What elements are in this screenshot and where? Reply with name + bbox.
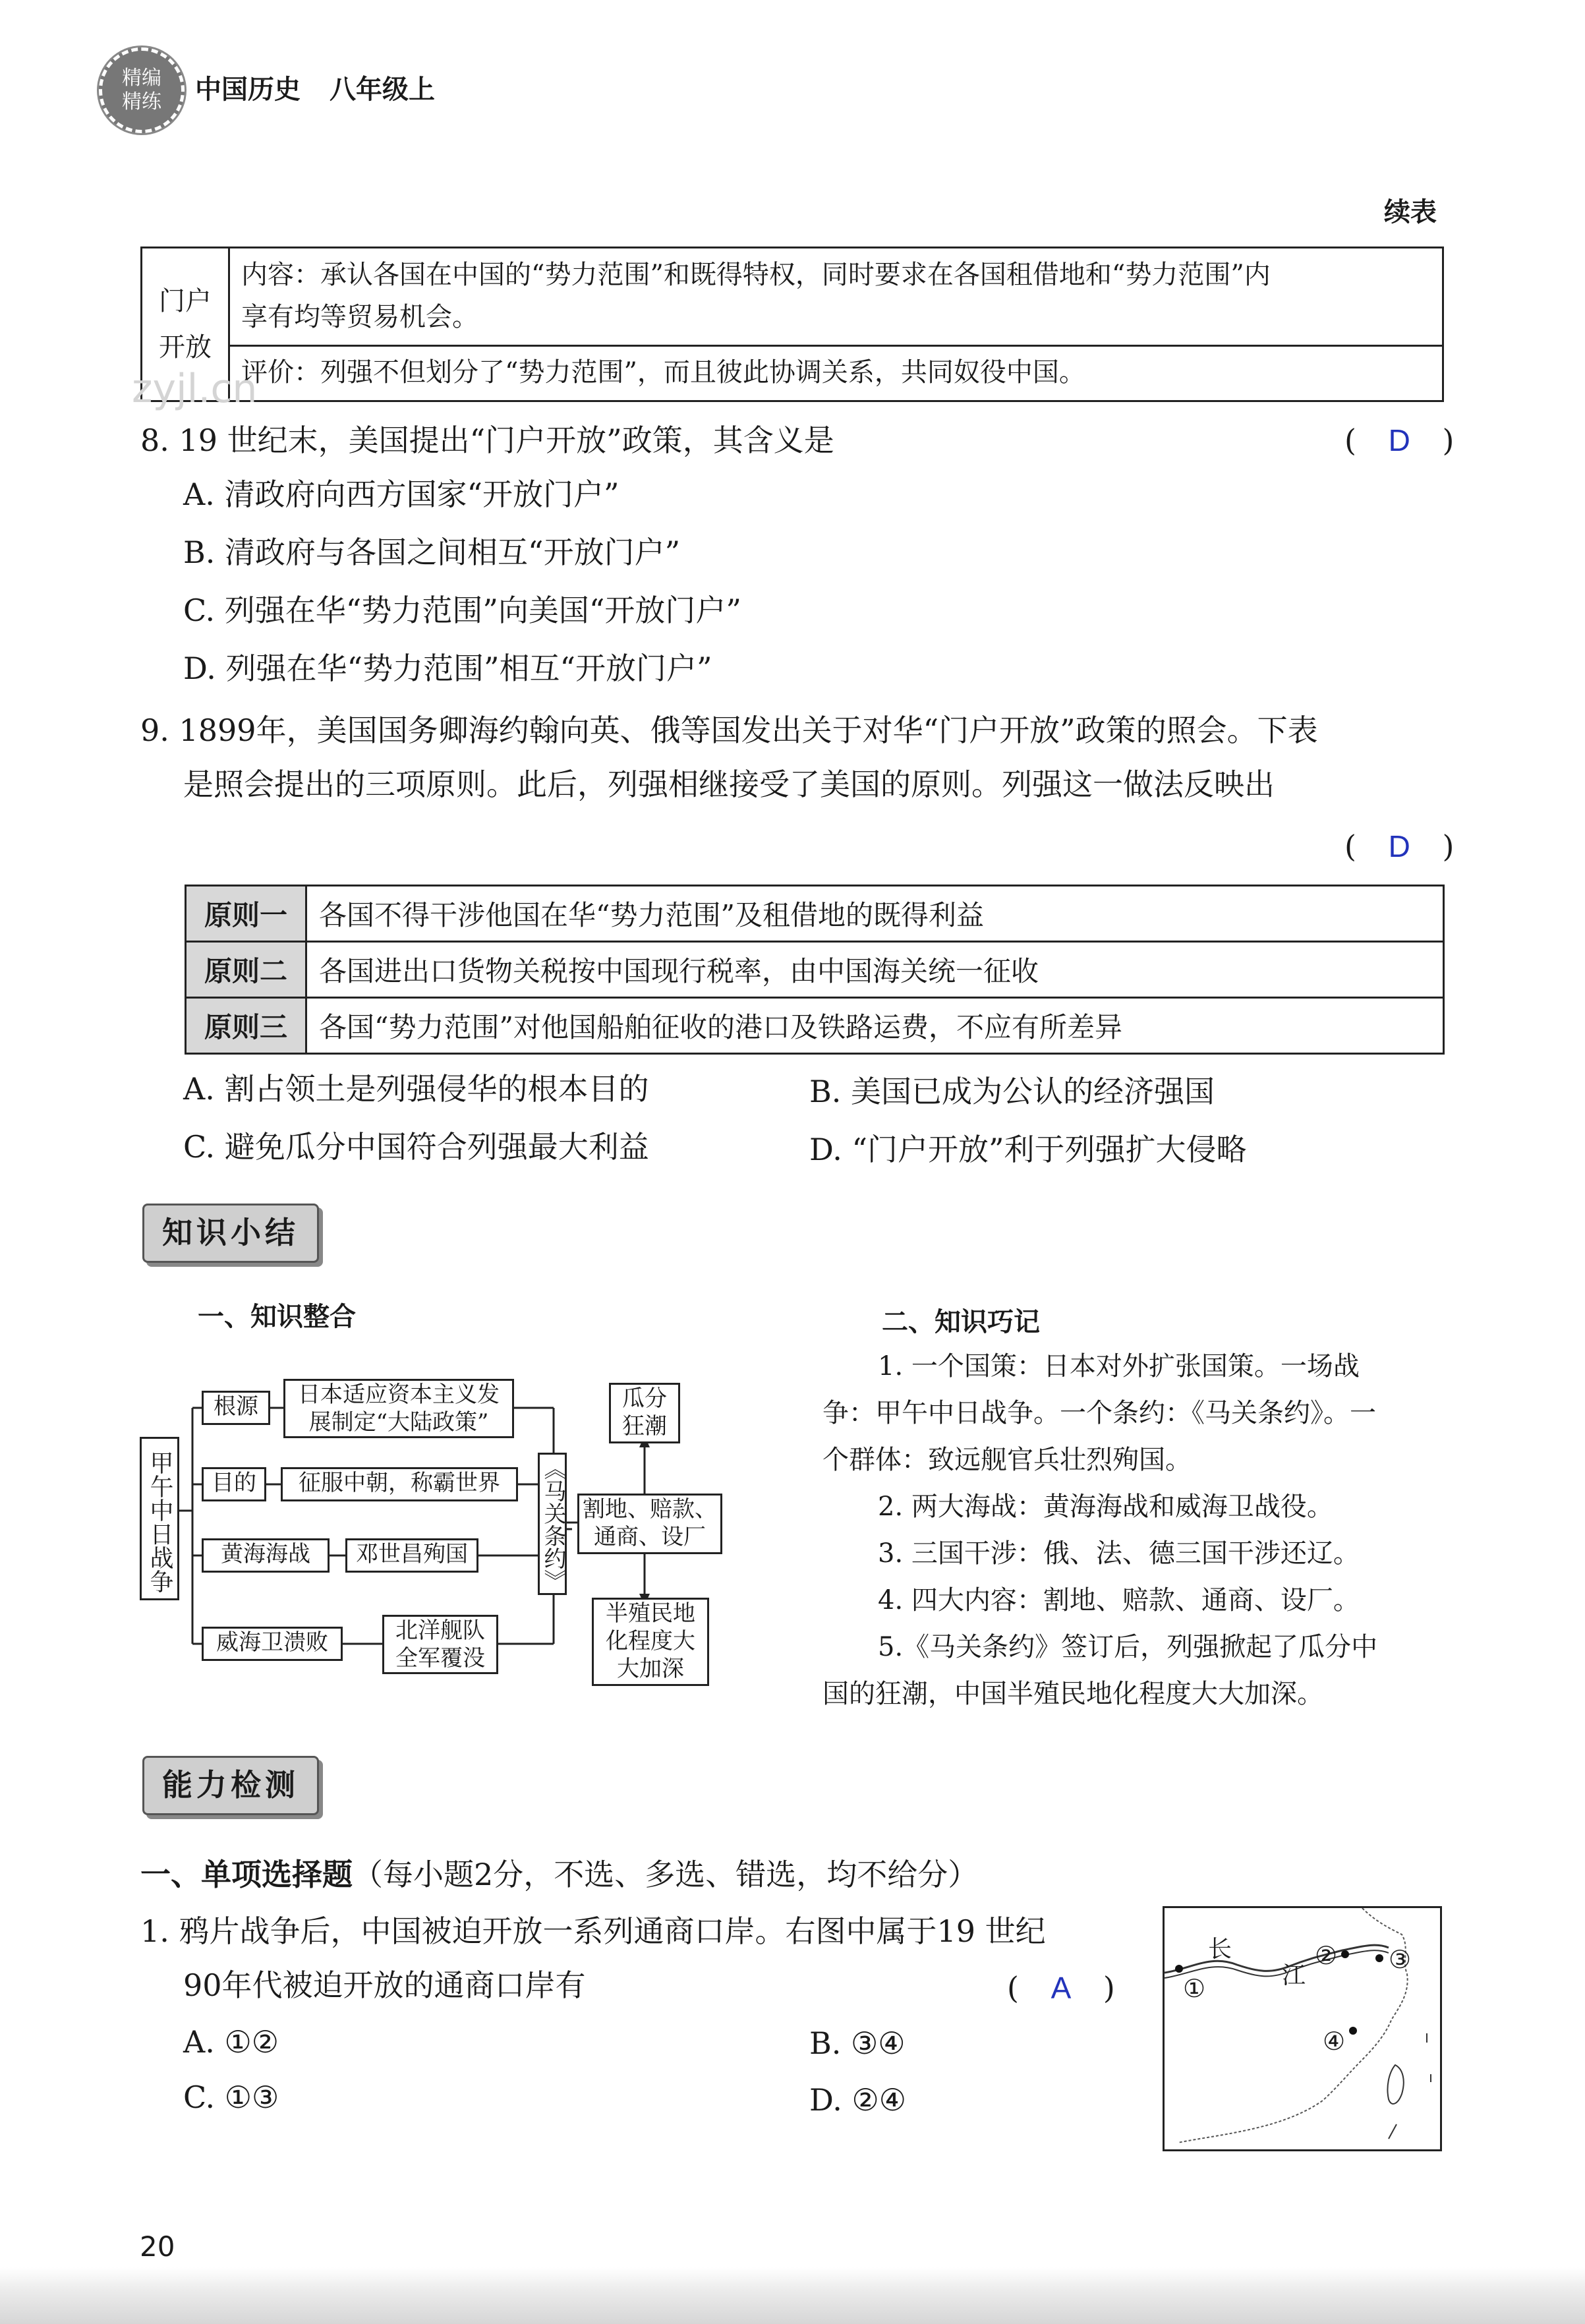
ability-q1-answer-bracket (1007, 1968, 1115, 2008)
q8-answer: D (1388, 423, 1410, 457)
paren-close: ) (1103, 1970, 1115, 2006)
terms-line1: 割地、赔款、 (583, 1496, 717, 1523)
terms-line2: 通商、设厂 (594, 1524, 706, 1550)
header-grade: 八年级上 (330, 74, 435, 105)
q9-stem-line2: 是照会提出的三项原则。此后，列强相继接受了美国的原则。列强这一做法反映出 (183, 767, 1275, 802)
diagram-mudi-detail: 征服中朝，称霸世界 (281, 1467, 518, 1501)
map-outline (1165, 1908, 1440, 2149)
diagram-weihai: 威海卫溃败 (202, 1627, 343, 1661)
ability-q1-option-c: C. ①③ (183, 2079, 279, 2115)
ability-section-tag: 能力检测 (142, 1756, 319, 1815)
logo-line1: 精编 (122, 67, 161, 90)
q9-option-c: C. 避免瓜分中国符合列强最大利益 (183, 1129, 649, 1165)
ability-section-heading (140, 1855, 978, 1894)
ability-q1-option-b: B. ③④ (809, 2025, 906, 2061)
diagram-weihai-detail (382, 1615, 498, 1674)
q9-option-d: D. “门户开放”利于列强扩大侵略 (809, 1132, 1247, 1167)
diagram-mudi: 目的 (202, 1467, 266, 1501)
q9-answer-bracket (1344, 827, 1454, 866)
diagram-semicolonial (592, 1598, 709, 1686)
mnemonic-block (822, 1343, 1377, 1718)
logo-line2: 精练 (122, 90, 161, 113)
continued-label: 续表 (1384, 197, 1437, 227)
mnemonic-line: 5.《马关条约》签订后，列强掀起了瓜分中 (878, 1632, 1378, 1662)
diagram-genyuan: 根源 (202, 1391, 270, 1425)
partition-line1: 瓜分 (622, 1385, 667, 1412)
genyuan-line1: 日本适应资本主义发 (298, 1381, 500, 1408)
diagram-genyuan-detail (283, 1379, 514, 1438)
mnemonic-line: 争：甲午中日战争。一个条约：《马关条约》。一 (822, 1398, 1376, 1428)
content-line2: 享有均等贸易机会。 (241, 302, 478, 332)
summary-section-tag: 知识小结 (142, 1204, 319, 1263)
map-marker-1: ① (1183, 1974, 1206, 2003)
diagram-huanghai-detail: 邓世昌殉国 (345, 1538, 478, 1573)
row-label-line1: 门户 (159, 286, 212, 316)
map-river-char2: 江 (1282, 1962, 1306, 1989)
page-number: 20 (140, 2230, 175, 2263)
map-marker-3: ③ (1389, 1945, 1412, 1974)
ability-q1-stem-line1: 1. 鸦片战争后，中国被迫开放一系列通商口岸。右图中属于19 世纪 (140, 1913, 1046, 1949)
ports-map (1163, 1906, 1442, 2151)
q9-stem-line1: 9. 1899年，美国国务卿海约翰向英、俄等国发出关于对华“门户开放”政策的照会。下表 (140, 712, 1318, 748)
paren-close: ) (1442, 828, 1455, 864)
q8-option-c: C. 列强在华“势力范围”向美国“开放门户” (183, 593, 741, 628)
diagram-treaty (538, 1453, 567, 1595)
map-marker-4: ④ (1323, 2027, 1346, 2056)
treaty-text: 《马关条约》 (540, 1457, 566, 1592)
semi-line2: 化程度大 (606, 1628, 695, 1654)
map-marker-2: ② (1315, 1941, 1338, 1970)
weihai-line2: 全军覆没 (395, 1645, 485, 1671)
header-subject: 中国历史 (195, 74, 301, 105)
mnemonic-line: 国的狂潮，中国半殖民地化程度大大加深。 (822, 1679, 1323, 1709)
q8-stem: 8. 19 世纪末，美国提出“门户开放”政策，其含义是 (140, 422, 834, 458)
open-door-evaluation: 评价：列强不但划分了“势力范围”，而且彼此协调关系，共同奴役中国。 (241, 357, 1085, 388)
summary-part2-title: 二、知识巧记 (882, 1307, 1040, 1337)
principle-label: 原则一 (186, 886, 306, 942)
principle-label: 原则三 (186, 998, 306, 1054)
principle-text: 各国不得干涉他国在华“势力范围”及租借地的既得利益 (306, 886, 1444, 942)
q9-answer: D (1388, 829, 1410, 863)
summary-part1-title: 一、知识整合 (198, 1302, 356, 1332)
diagram-root (140, 1437, 179, 1600)
principle-label: 原则二 (186, 942, 306, 998)
mnemonic-line: 1. 一个国策：日本对外扩张国策。一场战 (878, 1351, 1360, 1381)
genyuan-line2: 展制定“大陆政策” (308, 1409, 489, 1436)
watermark: zyjl.cn (132, 366, 258, 412)
row-label-line2: 开放 (159, 332, 212, 363)
q8-answer-bracket (1344, 421, 1454, 460)
paren-close: ) (1442, 422, 1455, 458)
partition-line2: 狂潮 (622, 1413, 667, 1439)
ability-q1-option-d: D. ②④ (809, 2082, 906, 2118)
principle-text: 各国“势力范围”对他国船舶征收的港口及铁路运费，不应有所差异 (306, 998, 1444, 1054)
mnemonic-line: 个群体：致远舰官兵壮烈殉国。 (822, 1445, 1192, 1475)
ability-q1-option-a: A. ①② (183, 2024, 279, 2060)
q8-option-a: A. 清政府向西方国家“开放门户” (183, 477, 620, 512)
paren-open: ( (1007, 1970, 1019, 2006)
paren-open: ( (1344, 422, 1356, 458)
ability-q1-stem-line2: 90年代被迫开放的通商口岸有 (183, 1967, 586, 2003)
map-river-char1: 长 (1208, 1936, 1232, 1963)
q8-option-b: B. 清政府与各国之间相互“开放门户” (183, 535, 681, 570)
diagram-partition (609, 1383, 680, 1443)
weihai-line1: 北洋舰队 (395, 1617, 485, 1644)
semi-line3: 大加深 (617, 1656, 684, 1682)
heading-bold: 一、单项选择题 (140, 1857, 353, 1892)
ability-q1-answer: A (1051, 1971, 1072, 2005)
paren-open: ( (1344, 828, 1356, 864)
q9-option-b: B. 美国已成为公认的经济强国 (809, 1074, 1215, 1109)
page-bottom-band (0, 2267, 1585, 2324)
mnemonic-line: 3. 三国干涉：俄、法、德三国干涉还辽。 (878, 1538, 1360, 1569)
q9-option-a: A. 割占领土是列强侵华的根本目的 (183, 1071, 649, 1107)
q8-option-d: D. 列强在华“势力范围”相互“开放门户” (183, 651, 712, 686)
diagram-terms (577, 1494, 722, 1554)
mnemonic-line: 4. 四大内容：割地、赔款、通商、设厂。 (878, 1585, 1360, 1615)
mnemonic-line: 2. 两大海战：黄海海战和威海卫战役。 (878, 1492, 1333, 1522)
diagram-huanghai: 黄海海战 (202, 1538, 330, 1573)
heading-note: （每小题2分，不选、多选、错选，均不给分） (353, 1857, 979, 1892)
principle-text: 各国进出口货物关税按中国现行税率，由中国海关统一征收 (306, 942, 1444, 998)
content-line1: 内容：承认各国在中国的“势力范围”和既得特权，同时要求在各国租借地和“势力范围”内 (241, 260, 1271, 290)
root-text: 甲午中日战争 (146, 1451, 173, 1593)
semi-line1: 半殖民地 (606, 1600, 695, 1627)
